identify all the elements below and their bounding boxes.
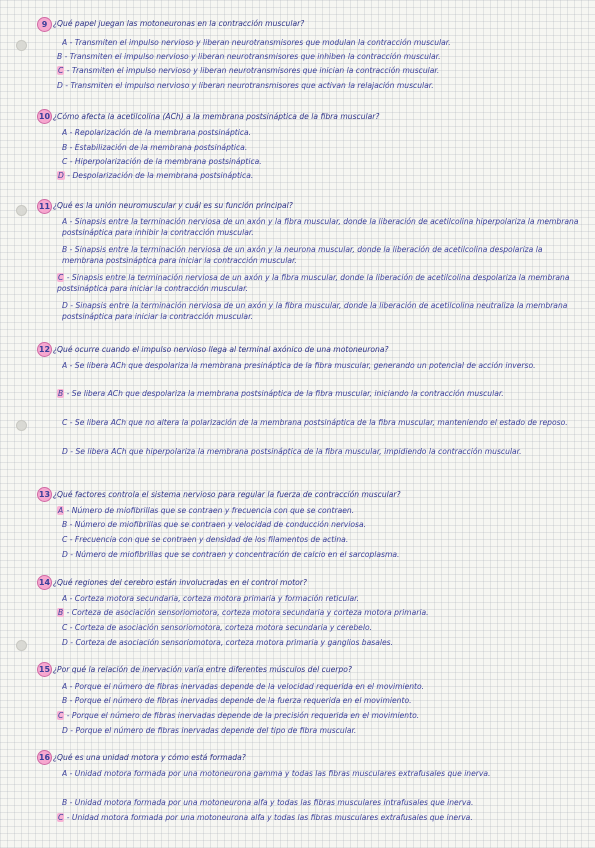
question-number-14: 14 <box>37 575 52 590</box>
option-9-b[interactable]: B - Transmiten el impulso nervioso y liberan neurotransmisores que inhiben la contracción muscular. <box>57 52 441 61</box>
option-10-b[interactable]: B - Estabilización de la membrana postsináptica. <box>62 143 248 152</box>
question-number-11: 11 <box>37 199 52 214</box>
question-11-text: ¿Qué es la unión neuromuscular y cuál es su función principal? <box>53 201 293 210</box>
option-9-d[interactable]: D - Transmiten el impulso nervioso y liberan neurotransmisores que activan la relajación muscular. <box>57 81 434 90</box>
option-15-a[interactable]: A - Porque el número de fibras inervadas depende de la velocidad requerida en el movimiento. <box>62 682 425 691</box>
question-number-9: 9 <box>37 17 52 32</box>
option-14-b[interactable]: B - Corteza de asociación sensoriomotora, corteza motora secundaria y corteza motora primaria. <box>58 608 429 617</box>
option-14-c[interactable]: C - Corteza de asociación sensoriomotora, corteza motora secundaria y cerebelo. <box>62 623 373 632</box>
binder-hole <box>16 40 27 51</box>
option-10-c[interactable]: C - Hiperpolarización de la membrana postsináptica. <box>62 157 262 166</box>
binder-hole <box>16 205 27 216</box>
option-13-b[interactable]: B - Número de miofibrillas que se contraen y velocidad de conducción nerviosa. <box>62 520 367 529</box>
question-9-text: ¿Qué papel juegan las motoneuronas en la contracción muscular? <box>53 19 305 28</box>
question-number-13: 13 <box>37 487 52 502</box>
option-11-d[interactable]: D - Sinapsis entre la terminación nerviosa de un axón y la fibra muscular, donde la liberación de acetilcolina neutraliza la membrana postsináptica para iniciar la contracción muscular. <box>62 301 568 321</box>
option-13-a[interactable]: A - Número de miofibrillas que se contraen y frecuencia con que se contraen. <box>58 506 355 515</box>
option-14-d[interactable]: D - Corteza de asociación sensoriomotora, corteza motora primaria y ganglios basales. <box>62 638 394 647</box>
option-12-d[interactable]: D - Se libera ACh que hiperpolariza la membrana postsináptica de la fibra muscular, impidiendo la contracción muscular. <box>62 447 522 456</box>
question-15-text: ¿Por qué la relación de inervación varía entre diferentes músculos del cuerpo? <box>53 665 352 674</box>
question-14-text: ¿Qué regiones del cerebro están involucradas en el control motor? <box>53 578 307 587</box>
question-number-15: 15 <box>37 662 52 677</box>
question-number-10: 10 <box>37 109 52 124</box>
option-12-c[interactable]: C - Se libera ACh que no altera la polarización de la membrana postsináptica de la fibra muscular, manteniendo el estado de reposo. <box>62 418 568 427</box>
question-number-16: 16 <box>37 750 52 765</box>
option-9-a[interactable]: A - Transmiten el impulso nervioso y liberan neurotransmisores que modulan la contracción muscular. <box>62 38 451 47</box>
binder-hole <box>16 420 27 431</box>
option-12-a[interactable]: A - Se libera ACh que despolariza la membrana presináptica de la fibra muscular, generando un potencial de acción inverso. <box>62 361 536 370</box>
option-14-a[interactable]: A - Corteza motora secundaria, corteza motora primaria y formación reticular. <box>62 594 359 603</box>
option-15-c[interactable]: C - Porque el número de fibras inervadas depende de la precisión requerida en el movimiento. <box>58 711 420 720</box>
option-11-a[interactable]: A - Sinapsis entre la terminación nerviosa de un axón y la fibra muscular, donde la liberación de acetilcolina hiperpolariza la membrana postsináptica para inhibir la contracción muscular. <box>62 217 579 237</box>
option-10-d[interactable]: D - Despolarización de la membrana postsináptica. <box>58 171 254 180</box>
question-12-text: ¿Qué ocurre cuando el impulso nervioso llega al terminal axónico de una motoneurona? <box>53 345 389 354</box>
question-number-12: 12 <box>37 342 52 357</box>
question-10-text: ¿Cómo afecta la acetilcolina (ACh) a la membrana postsináptica de la fibra muscular? <box>53 112 380 121</box>
question-16-text: ¿Qué es una unidad motora y cómo está formada? <box>53 753 246 762</box>
option-16-b[interactable]: B - Unidad motora formada por una motoneurona alfa y todas las fibras musculares intrafusales que inerva. <box>62 798 474 807</box>
option-13-c[interactable]: C - Frecuencia con que se contraen y densidad de los filamentos de actina. <box>62 535 349 544</box>
option-16-a[interactable]: A - Unidad motora formada por una motoneurona gamma y todas las fibras musculares extrafusales que inerva. <box>62 769 491 778</box>
binder-hole <box>16 640 27 651</box>
option-11-b[interactable]: B - Sinapsis entre la terminación nerviosa de un axón y la neurona muscular, donde la liberación de acetilcolina despolariza la membrana postsináptica para iniciar la contracción muscular. <box>62 245 543 265</box>
option-15-d[interactable]: D - Porque el número de fibras inervadas depende del tipo de fibra muscular. <box>62 726 357 735</box>
option-15-b[interactable]: B - Porque el número de fibras inervadas depende de la fuerza requerida en el movimiento. <box>62 696 412 705</box>
option-10-a[interactable]: A - Repolarización de la membrana postsináptica. <box>62 128 252 137</box>
question-13-text: ¿Qué factores controla el sistema nervioso para regular la fuerza de contracción muscular? <box>53 490 401 499</box>
option-11-c[interactable]: C - Sinapsis entre la terminación nerviosa de un axón y la fibra muscular, donde la liberación de acetilcolina despolariza la membrana postsináptica para iniciar la contracción muscular. <box>57 273 570 293</box>
option-16-c[interactable]: C - Unidad motora formada por una motoneurona alfa y todas las fibras musculares extrafusales que inerva. <box>58 813 473 822</box>
option-12-b[interactable]: B - Se libera ACh que despolariza la membrana postsináptica de la fibra muscular, iniciando la contracción muscular. <box>58 389 504 398</box>
option-13-d[interactable]: D - Número de miofibrillas que se contraen y concentración de calcio en el sarcoplasma. <box>62 550 400 559</box>
option-9-c[interactable]: C - Transmiten el impulso nervioso y liberan neurotransmisores que inician la contracción muscular. <box>58 66 440 75</box>
